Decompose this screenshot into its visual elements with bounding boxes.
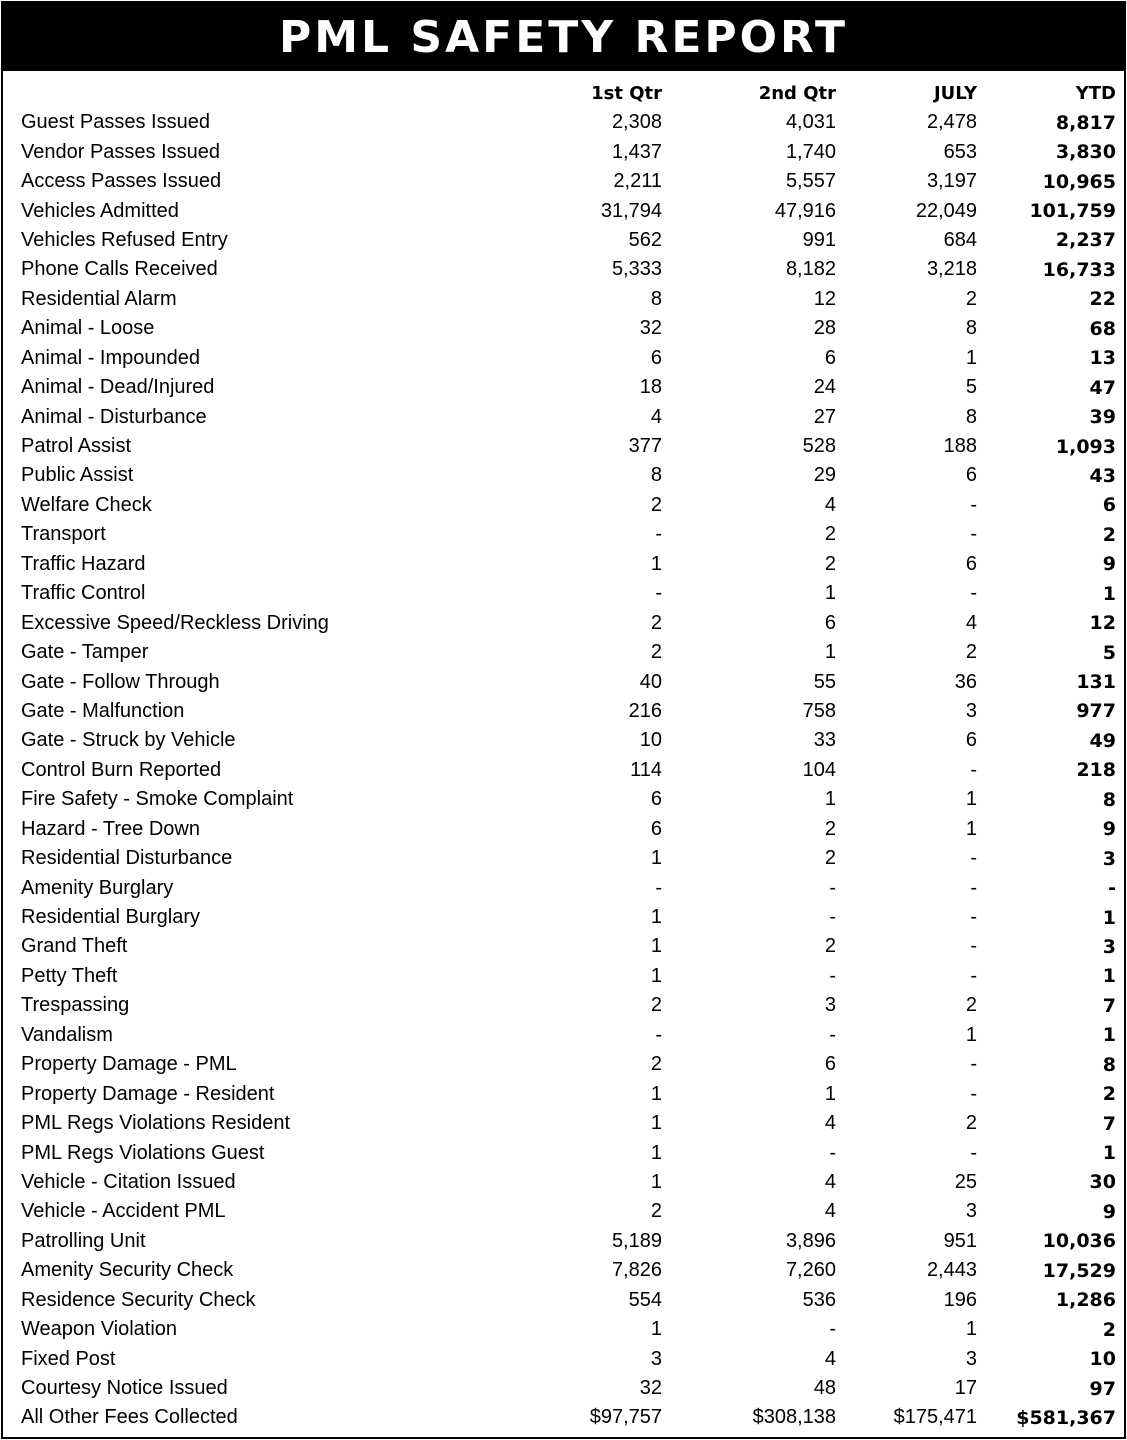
row-value-ytd: 1,093	[1055, 435, 1116, 458]
row-value-july: 1	[965, 817, 977, 840]
row-value-july: -	[970, 582, 977, 605]
row-value-q2: 1	[824, 1082, 836, 1105]
table-row	[19, 1315, 1116, 1344]
table-row	[19, 932, 1116, 961]
row-value-ytd: 16,733	[1042, 258, 1116, 281]
row-value-ytd: 10,965	[1042, 170, 1116, 193]
table-row	[19, 167, 1116, 196]
row-value-q1: 2,308	[611, 111, 662, 134]
row-value-q2: 12	[813, 287, 836, 310]
row-label: Animal - Disturbance	[21, 405, 207, 428]
row-value-july: 1	[965, 1318, 977, 1341]
table-row	[19, 373, 1116, 402]
row-value-july: 2	[965, 287, 977, 310]
row-value-ytd: 9	[1102, 1200, 1116, 1223]
row-value-july: -	[970, 1141, 977, 1164]
table-row	[19, 314, 1116, 343]
row-label: Access Passes Issued	[21, 170, 222, 193]
row-value-ytd: 7	[1102, 1112, 1116, 1135]
table-row	[19, 1138, 1116, 1167]
row-value-july: -	[970, 847, 977, 870]
row-label: Hazard - Tree Down	[21, 817, 200, 840]
report-table	[19, 78, 1116, 1433]
row-value-july: 3,197	[926, 170, 977, 193]
row-label: Public Assist	[21, 464, 134, 487]
header-label-spacer	[19, 78, 489, 108]
row-label: Guest Passes Issued	[21, 111, 210, 134]
table-row	[19, 1021, 1116, 1050]
row-value-q1: 2	[650, 611, 662, 634]
column-header-july: JULY	[933, 82, 977, 104]
row-value-july: 5	[965, 376, 977, 399]
table-row	[19, 638, 1116, 667]
row-value-ytd: 218	[1076, 759, 1116, 782]
row-value-q2: 3,896	[785, 1229, 836, 1252]
row-label: Vehicle - Citation Issued	[21, 1170, 236, 1193]
row-value-q2: 4	[824, 1170, 836, 1193]
row-value-ytd: 22	[1089, 288, 1116, 311]
row-value-q2: -	[829, 1318, 836, 1341]
table-row	[19, 108, 1116, 137]
row-value-ytd: 97	[1089, 1377, 1116, 1400]
row-value-july: 2	[965, 1112, 977, 1135]
row-value-july: 3,218	[926, 258, 977, 281]
row-value-ytd: 9	[1102, 553, 1116, 576]
row-value-ytd: 43	[1089, 464, 1116, 487]
row-label: PML Regs Violations Resident	[21, 1112, 291, 1135]
row-value-q2: 2	[824, 935, 836, 958]
row-value-ytd: 30	[1089, 1171, 1116, 1194]
table-row	[19, 1256, 1116, 1285]
row-value-ytd: 8	[1102, 788, 1116, 811]
row-value-q2: 1	[824, 788, 836, 811]
row-label: Amenity Burglary	[21, 876, 174, 899]
row-value-ytd: 2	[1102, 1083, 1116, 1106]
row-value-july: -	[970, 935, 977, 958]
row-value-q2: 536	[802, 1288, 836, 1311]
row-value-july: -	[970, 1082, 977, 1105]
row-value-ytd: 68	[1089, 317, 1116, 340]
row-value-july: 951	[943, 1229, 977, 1252]
table-row	[19, 579, 1116, 608]
row-value-ytd: 3	[1102, 847, 1116, 870]
row-label: Property Damage - Resident	[21, 1082, 275, 1105]
row-value-q2: 7,260	[785, 1259, 836, 1282]
table-row	[19, 1344, 1116, 1373]
table-row	[19, 344, 1116, 373]
row-label: Traffic Control	[21, 582, 146, 605]
row-label: Trespassing	[21, 994, 130, 1017]
row-value-q1: 1	[650, 847, 662, 870]
row-value-q1: 6	[650, 346, 662, 369]
row-value-q1: 1	[650, 1112, 662, 1135]
row-label: Gate - Malfunction	[21, 699, 185, 722]
row-value-q1: 8	[650, 464, 662, 487]
row-value-q1: 2	[650, 994, 662, 1017]
row-value-ytd: 1	[1102, 906, 1116, 929]
row-value-ytd: 1,286	[1055, 1289, 1116, 1312]
row-value-ytd: 101,759	[1029, 200, 1116, 223]
row-value-ytd: 39	[1089, 406, 1116, 429]
row-label: Gate - Tamper	[21, 641, 149, 664]
table-row	[19, 756, 1116, 785]
row-value-q2: 1	[824, 582, 836, 605]
row-label: Amenity Security Check	[21, 1259, 234, 1282]
row-value-q2: 4	[824, 1347, 836, 1370]
row-label: Animal - Impounded	[21, 346, 200, 369]
table-row	[19, 815, 1116, 844]
row-value-ytd: 1	[1102, 582, 1116, 605]
row-value-ytd: 2	[1102, 523, 1116, 546]
row-value-q2: 528	[802, 435, 836, 458]
row-value-q2: 758	[802, 699, 836, 722]
row-value-q2: 2	[824, 817, 836, 840]
row-value-q1: 40	[639, 670, 662, 693]
row-label: Animal - Loose	[21, 317, 155, 340]
row-label: Vehicle - Accident PML	[21, 1200, 226, 1223]
row-value-q1: 6	[650, 788, 662, 811]
row-value-ytd: 10,036	[1042, 1230, 1116, 1253]
row-value-q2: 28	[813, 317, 836, 340]
row-value-q1: -	[655, 523, 662, 546]
row-value-july: -	[970, 523, 977, 546]
row-value-q1: 2,211	[613, 170, 662, 193]
row-value-july: 188	[943, 435, 977, 458]
table-row	[19, 1403, 1116, 1432]
row-value-ytd: 5	[1102, 641, 1116, 664]
row-value-july: 1	[965, 346, 977, 369]
row-value-q1: 2	[650, 641, 662, 664]
row-value-july: 36	[954, 670, 977, 693]
row-value-ytd: 6	[1102, 494, 1116, 517]
table-row	[19, 1109, 1116, 1138]
row-value-july: -	[970, 1053, 977, 1076]
row-label: Gate - Struck by Vehicle	[21, 729, 236, 752]
row-value-q2: 991	[802, 228, 836, 251]
row-value-q2: 3	[824, 994, 836, 1017]
row-label: Fixed Post	[21, 1347, 116, 1370]
row-value-q2: 2	[824, 523, 836, 546]
row-value-july: 2,443	[926, 1259, 977, 1282]
row-value-q1: 8	[650, 287, 662, 310]
row-label: Property Damage - PML	[21, 1053, 237, 1076]
table-row	[19, 1050, 1116, 1079]
row-value-july: -	[970, 964, 977, 987]
row-value-q1: 2	[650, 1200, 662, 1223]
row-value-q2: 33	[813, 729, 836, 752]
row-value-q2: -	[829, 1141, 836, 1164]
row-value-q2: 6	[824, 1053, 836, 1076]
row-value-q2: $308,138	[752, 1406, 836, 1429]
row-label: Petty Theft	[21, 964, 118, 987]
row-value-q2: 4	[824, 1200, 836, 1223]
row-value-q1: 18	[639, 376, 662, 399]
row-value-july: 196	[943, 1288, 977, 1311]
row-label: Vendor Passes Issued	[21, 140, 221, 163]
row-value-q1: 2	[650, 493, 662, 516]
row-value-q1: 1	[650, 964, 662, 987]
row-value-q2: 27	[813, 405, 836, 428]
row-value-july: -	[970, 876, 977, 899]
row-value-july: $175,471	[893, 1406, 977, 1429]
row-label: Grand Theft	[21, 935, 128, 958]
row-value-q1: 6	[650, 817, 662, 840]
row-value-q1: 3	[650, 1347, 662, 1370]
row-value-q1: 114	[630, 758, 662, 781]
row-value-ytd: 2	[1102, 1318, 1116, 1341]
table-row	[19, 255, 1116, 284]
row-value-q1: 32	[639, 1377, 662, 1400]
row-value-q2: 8,182	[785, 258, 836, 281]
row-value-q2: 5,557	[785, 170, 836, 193]
table-row	[19, 550, 1116, 579]
row-value-july: -	[970, 906, 977, 929]
row-value-ytd: $581,367	[1016, 1406, 1116, 1429]
row-label: Transport	[21, 523, 106, 546]
table-row	[19, 402, 1116, 431]
row-label: Vehicles Admitted	[21, 199, 179, 222]
row-label: Traffic Hazard	[21, 552, 146, 575]
table-row	[19, 608, 1116, 637]
row-value-july: 2	[965, 994, 977, 1017]
row-value-q2: -	[829, 1023, 836, 1046]
table-row	[19, 226, 1116, 255]
row-value-ytd: 1	[1102, 1024, 1116, 1047]
row-label: Vehicles Refused Entry	[21, 228, 228, 251]
row-value-q1: 216	[628, 699, 662, 722]
table-row	[19, 873, 1116, 902]
table-row	[19, 196, 1116, 225]
row-value-ytd: 13	[1089, 347, 1116, 370]
table-row	[19, 726, 1116, 755]
row-label: Residence Security Check	[21, 1288, 256, 1311]
table-row	[19, 1227, 1116, 1256]
row-value-q1: 377	[628, 435, 662, 458]
row-value-july: 17	[954, 1377, 977, 1400]
row-value-q1: 1	[650, 935, 662, 958]
row-label: Welfare Check	[21, 493, 152, 516]
row-label: Fire Safety - Smoke Complaint	[21, 788, 294, 811]
row-value-july: 3	[965, 1347, 977, 1370]
table-row	[19, 491, 1116, 520]
row-value-q2: 48	[813, 1377, 836, 1400]
row-value-ytd: 131	[1076, 671, 1116, 694]
row-value-ytd: 9	[1102, 818, 1116, 841]
row-value-q2: 24	[813, 376, 836, 399]
row-value-q1: 1	[650, 1318, 662, 1341]
row-value-q1: 1	[650, 1141, 662, 1164]
row-value-july: 684	[943, 228, 977, 251]
row-value-july: 2,478	[926, 111, 977, 134]
row-value-july: 1	[965, 788, 977, 811]
row-value-q2: 4,031	[785, 111, 836, 134]
table-row	[19, 285, 1116, 314]
column-header-ytd: YTD	[1075, 82, 1116, 104]
row-value-july: 653	[943, 140, 977, 163]
row-value-july: 4	[965, 611, 977, 634]
row-value-q1: 1	[650, 1170, 662, 1193]
row-value-q1: -	[655, 582, 662, 605]
row-value-ytd: 10	[1089, 1348, 1116, 1371]
row-label: Residential Disturbance	[21, 847, 233, 870]
row-value-q1: 7,826	[611, 1259, 662, 1282]
table-row	[19, 962, 1116, 991]
row-label: Animal - Dead/Injured	[21, 376, 215, 399]
row-label: Weapon Violation	[21, 1318, 178, 1341]
row-label: Residential Burglary	[21, 906, 200, 929]
row-value-ytd: 977	[1076, 700, 1116, 723]
row-value-july: 3	[965, 1200, 977, 1223]
row-value-july: 3	[965, 699, 977, 722]
row-label: PML Regs Violations Guest	[21, 1141, 265, 1164]
row-value-q2: 6	[824, 346, 836, 369]
row-value-q2: 2	[824, 847, 836, 870]
row-value-q2: -	[829, 876, 836, 899]
row-value-q1: 31,794	[600, 199, 662, 222]
row-value-q2: 104	[802, 758, 836, 781]
row-value-july: 6	[965, 729, 977, 752]
table-row	[19, 844, 1116, 873]
row-value-q1: 32	[639, 317, 662, 340]
row-value-ytd: 7	[1102, 994, 1116, 1017]
row-value-ytd: -	[1108, 877, 1116, 900]
row-value-ytd: 1	[1102, 1142, 1116, 1165]
row-value-july: 6	[965, 464, 977, 487]
report-title: PML SAFETY REPORT	[3, 3, 1124, 71]
row-value-q2: 4	[824, 493, 836, 516]
row-value-ytd: 49	[1089, 729, 1116, 752]
table-row	[19, 903, 1116, 932]
row-value-q1: 1	[650, 906, 662, 929]
row-label: Vandalism	[21, 1023, 113, 1046]
row-label: All Other Fees Collected	[21, 1406, 238, 1429]
row-value-ytd: 8	[1102, 1053, 1116, 1076]
row-value-july: 25	[954, 1170, 977, 1193]
row-value-july: -	[970, 758, 977, 781]
row-value-q1: $97,757	[589, 1406, 662, 1429]
row-value-q1: -	[655, 876, 662, 899]
row-value-q1: 5,333	[611, 258, 662, 281]
row-value-q2: 55	[813, 670, 836, 693]
table-row	[19, 137, 1116, 166]
table-row	[19, 991, 1116, 1020]
row-value-ytd: 8,817	[1055, 111, 1116, 134]
row-value-q1: 2	[650, 1053, 662, 1076]
table-row	[19, 785, 1116, 814]
row-value-q2: 4	[824, 1112, 836, 1135]
row-value-q2: 47,916	[774, 199, 836, 222]
row-label: Gate - Follow Through	[21, 670, 220, 693]
row-value-q2: 1,740	[785, 140, 836, 163]
row-label: Patrol Assist	[21, 435, 132, 458]
row-value-q1: 1	[650, 552, 662, 575]
row-value-q1: 4	[650, 405, 662, 428]
row-value-q1: 1,437	[611, 140, 662, 163]
table-row	[19, 520, 1116, 549]
row-value-q1: 562	[628, 228, 662, 251]
table-row	[19, 432, 1116, 461]
row-value-ytd: 12	[1089, 612, 1116, 635]
row-value-ytd: 17,529	[1042, 1259, 1116, 1282]
row-value-july: 2	[965, 641, 977, 664]
row-value-q1: 1	[650, 1082, 662, 1105]
row-value-ytd: 3	[1102, 935, 1116, 958]
row-value-july: 1	[965, 1023, 977, 1046]
row-value-q1: -	[655, 1023, 662, 1046]
row-value-ytd: 2,237	[1055, 229, 1116, 252]
row-value-july: -	[970, 493, 977, 516]
header-row	[19, 78, 1116, 108]
row-value-ytd: 1	[1102, 965, 1116, 988]
row-value-ytd: 47	[1089, 376, 1116, 399]
row-label: Phone Calls Received	[21, 258, 218, 281]
table-row	[19, 1197, 1116, 1226]
table-row	[19, 461, 1116, 490]
row-value-ytd: 3,830	[1055, 141, 1116, 164]
row-value-q2: 29	[813, 464, 836, 487]
table-row	[19, 1286, 1116, 1315]
row-value-q2: -	[829, 964, 836, 987]
column-header-q2: 2nd Qtr	[758, 82, 836, 104]
table-row	[19, 1079, 1116, 1108]
row-value-july: 6	[965, 552, 977, 575]
table-row	[19, 1374, 1116, 1403]
table-row	[19, 667, 1116, 696]
row-value-q1: 10	[639, 729, 662, 752]
row-value-july: 8	[965, 317, 977, 340]
column-header-q1: 1st Qtr	[591, 82, 662, 104]
row-value-q2: 1	[824, 641, 836, 664]
row-label: Residential Alarm	[21, 287, 177, 310]
row-label: Courtesy Notice Issued	[21, 1377, 228, 1400]
row-value-q2: 2	[824, 552, 836, 575]
row-label: Patrolling Unit	[21, 1229, 146, 1252]
table-row	[19, 697, 1116, 726]
row-value-july: 8	[965, 405, 977, 428]
row-value-q2: 6	[824, 611, 836, 634]
row-label: Excessive Speed/Reckless Driving	[21, 611, 329, 634]
row-label: Control Burn Reported	[21, 758, 222, 781]
table-row	[19, 1168, 1116, 1197]
row-value-q1: 5,189	[611, 1229, 662, 1252]
row-value-q1: 554	[628, 1288, 662, 1311]
row-value-july: 22,049	[915, 199, 977, 222]
safety-report	[1, 1, 1126, 1439]
row-value-q2: -	[829, 906, 836, 929]
